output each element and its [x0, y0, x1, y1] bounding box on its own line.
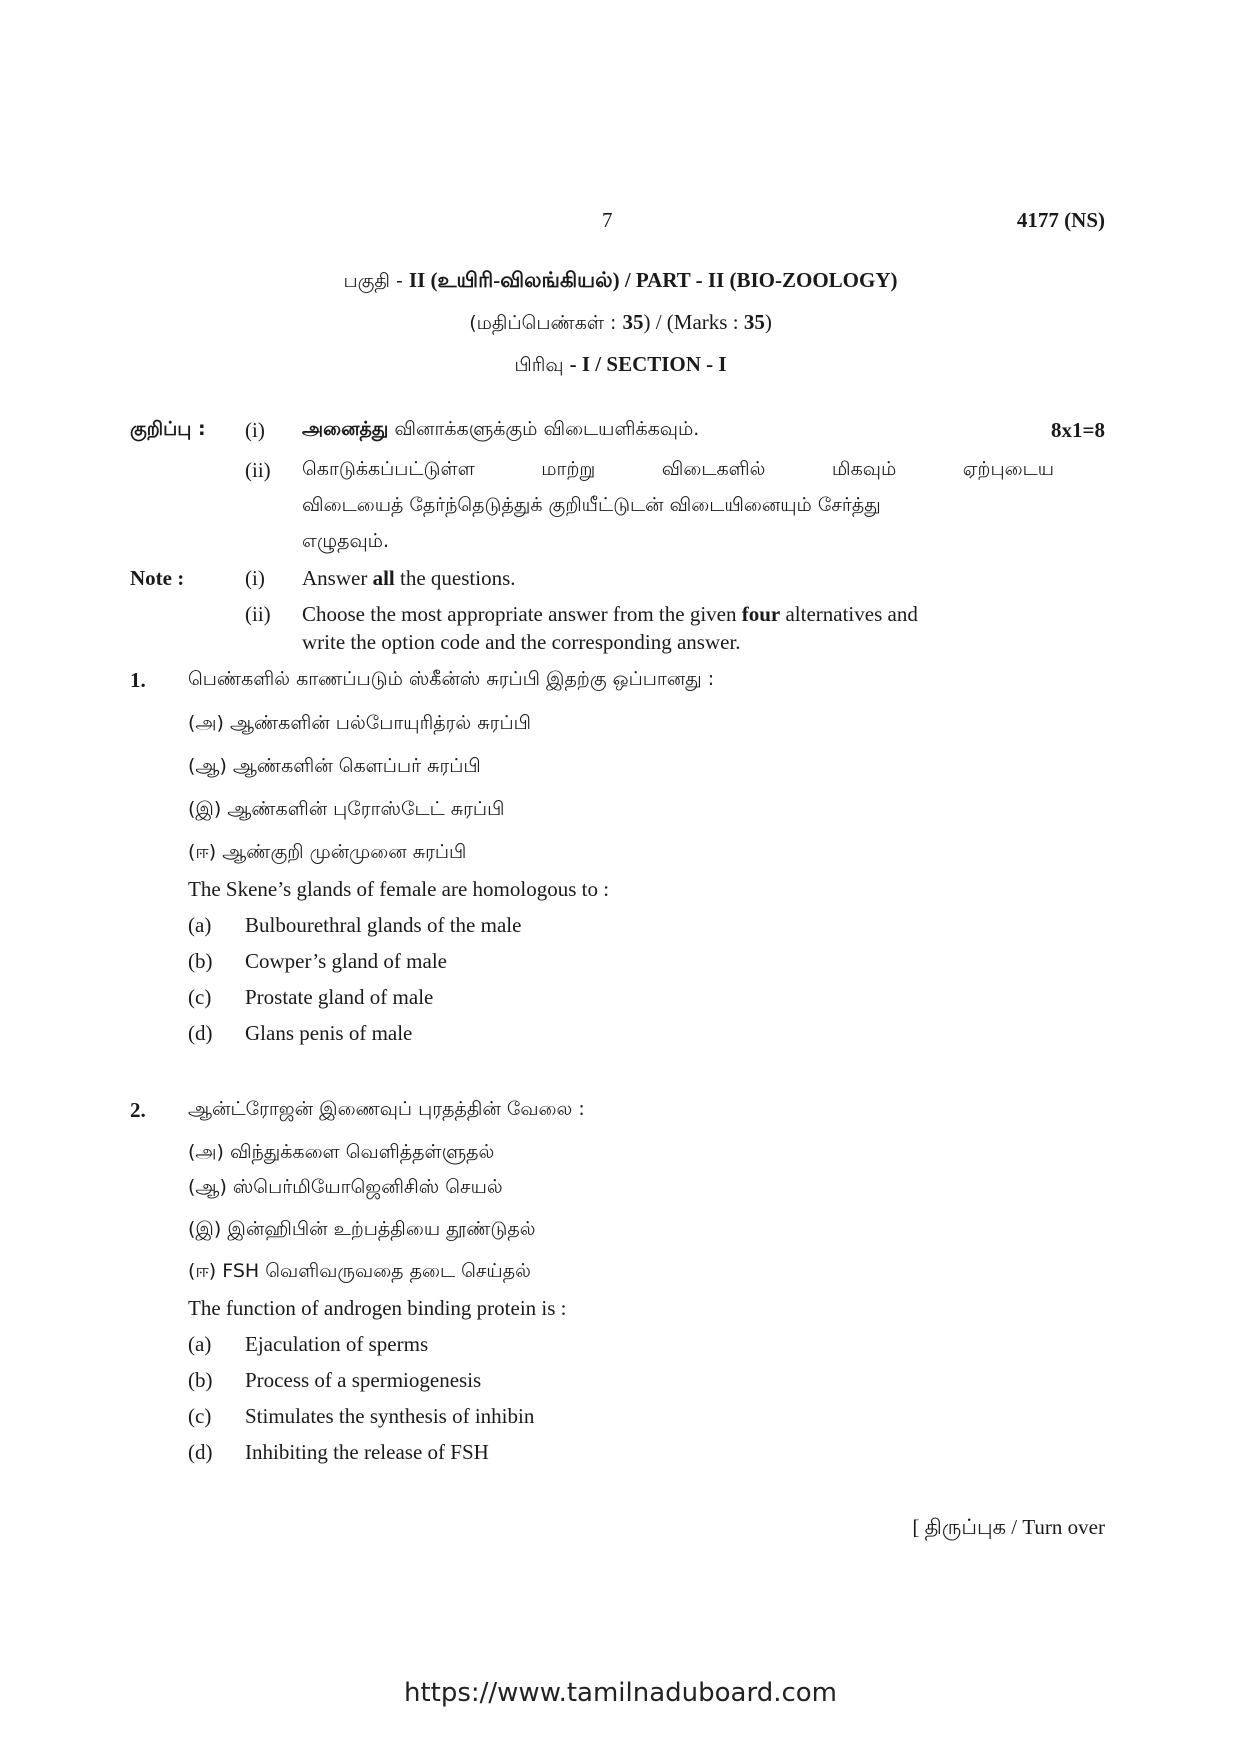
question-tamil: பெண்களில் காணப்படும் ஸ்கீன்ஸ் சுரப்பி இதற்கு ஒப்பானது :	[188, 668, 715, 690]
tamil-option: (ஈ) ஆண்குறி முன்முனை சுரப்பி	[188, 841, 467, 863]
note-english-ii-marker: (ii)	[245, 602, 271, 626]
note-english-ii-line2: write the option code and the corresponding answer.	[302, 630, 741, 654]
option-text: Prostate gland of male	[245, 985, 434, 1009]
note-english-ii-post: alternatives and	[780, 602, 918, 626]
note-tamil-i	[302, 418, 699, 441]
option-marker: (a)	[188, 913, 212, 937]
question-tamil: ஆன்ட்ரோஜன் இணைவுப் புரதத்தின் வேலை :	[188, 1098, 585, 1120]
question-number: 1.	[130, 668, 146, 692]
option-marker: (c)	[188, 985, 212, 1009]
option-marker: (b)	[188, 1368, 213, 1392]
note-english-ii-pre: Choose the most appropriate answer from the given	[302, 602, 742, 626]
marks-number-tamil: 35	[622, 310, 644, 334]
note-tamil-ii-line2: விடையைத் தேர்ந்தெடுத்துக் குறியீட்டுடன் விடையினையும் சேர்த்து	[302, 494, 881, 516]
part-title-tamil: பகுதி -	[343, 270, 409, 292]
website-url[interactable]: https://www.tamilnaduboard.com	[403, 1678, 838, 1708]
note-english-ii-bold: four	[741, 602, 781, 626]
tamil-option: (அ) ஆண்களின் பல்போயுரித்ரல் சுரப்பி	[188, 712, 531, 734]
note-english-i-marker: (i)	[245, 566, 265, 590]
note-tamil-ii-marker: (ii)	[245, 458, 271, 482]
marks-close: )	[764, 310, 772, 334]
note-english-label: Note :	[130, 566, 185, 590]
note-english-i	[302, 566, 516, 591]
marks-english: ) / (Marks :	[643, 310, 744, 334]
option-marker: (a)	[188, 1332, 212, 1356]
note-english-ii	[302, 602, 918, 627]
tamil-option: (இ) ஆண்களின் புரோஸ்டேட் சுரப்பி	[188, 798, 505, 820]
note-english-i-bold: all	[372, 566, 395, 590]
option-text: Process of a spermiogenesis	[245, 1368, 482, 1392]
option-text: Stimulates the synthesis of inhibin	[245, 1404, 535, 1428]
note-tamil-ii-line1: கொடுக்கப்பட்டுள்ள மாற்று விடைகளில் மிகவும் ஏற்புடைய	[302, 458, 1054, 480]
part-title	[0, 268, 1241, 293]
marks-line	[0, 310, 1241, 335]
section-title	[0, 352, 1241, 377]
option-text: Glans penis of male	[245, 1021, 413, 1045]
option-text: Ejaculation of sperms	[245, 1332, 429, 1356]
tamil-option: (அ) விந்துக்களை வெளித்தள்ளுதல்	[188, 1141, 495, 1163]
part-title-rest: II (உயிரி-விலங்கியல்) / PART - II (BIO-ZOOLOGY)	[408, 268, 898, 292]
section-rest: - I / SECTION - I	[569, 352, 727, 376]
page-number: 7	[602, 208, 613, 232]
note-tamil-i-marker: (i)	[245, 418, 265, 442]
tamil-option: (இ) இன்ஹிபின் உற்பத்தியை தூண்டுதல்	[188, 1218, 536, 1240]
note-english-i-pre: Answer	[302, 566, 373, 590]
note-english-i-post: the questions.	[394, 566, 516, 590]
question-number: 2.	[130, 1098, 146, 1122]
marks-number-english: 35	[743, 310, 765, 334]
paper-code: 4177 (NS)	[1016, 208, 1105, 232]
marks-allocation: 8x1=8	[1051, 418, 1105, 442]
option-text: Inhibiting the release of FSH	[245, 1440, 489, 1464]
question-english: The Skene’s glands of female are homologous to :	[188, 877, 610, 901]
option-text: Cowper’s gland of male	[245, 949, 447, 973]
tamil-option: (ஈ) FSH வெளிவருவதை தடை செய்தல்	[188, 1260, 531, 1282]
option-marker: (c)	[188, 1404, 212, 1428]
turn-over-label: [ திருப்புக / Turn over	[912, 1515, 1105, 1539]
section-tamil: பிரிவு	[514, 354, 570, 376]
note-tamil-label: குறிப்பு :	[130, 418, 206, 440]
option-marker: (d)	[188, 1021, 213, 1045]
question-english: The function of androgen binding protein is :	[188, 1296, 567, 1320]
note-tamil-i-text: வினாக்களுக்கும் விடையளிக்கவும்.	[388, 418, 700, 440]
tamil-option: (ஆ) ஸ்பெர்மியோஜெனிசிஸ் செயல்	[188, 1176, 503, 1198]
option-marker: (d)	[188, 1440, 213, 1464]
option-text: Bulbourethral glands of the male	[245, 913, 522, 937]
tamil-option: (ஆ) ஆண்களின் கௌப்பர் சுரப்பி	[188, 755, 481, 777]
note-tamil-i-bold: அனைத்து	[302, 418, 389, 440]
note-tamil-ii-line3: எழுதவும்.	[302, 530, 390, 552]
option-marker: (b)	[188, 949, 213, 973]
marks-tamil: (மதிப்பெண்கள் :	[469, 312, 623, 334]
